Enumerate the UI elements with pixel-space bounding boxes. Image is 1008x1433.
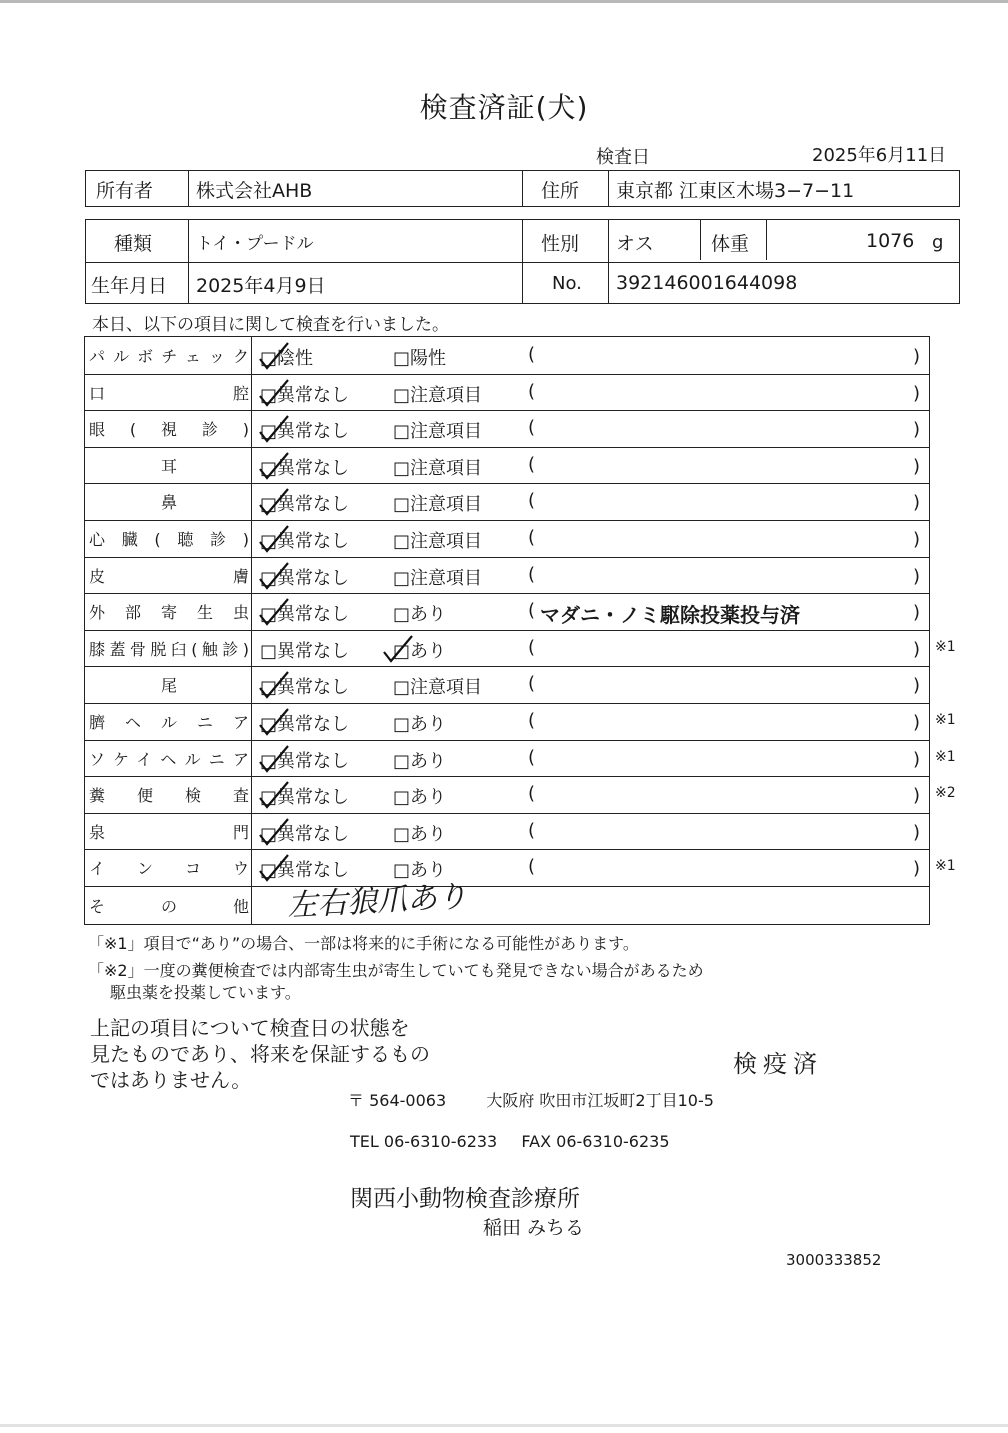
- checklist-row: [85, 813, 929, 850]
- exam-date-label: 検査日: [596, 147, 650, 168]
- birth-date: 2025年4月9日: [196, 275, 326, 297]
- option-normal: □異常なし: [260, 750, 350, 772]
- document-title: 検査済証(犬): [419, 91, 589, 124]
- animal-box: [85, 219, 960, 304]
- checklist-row: [85, 337, 929, 374]
- checklist-row: [85, 483, 929, 520]
- checklist-item-label: 眼(視診): [89, 420, 249, 440]
- option-abnormal: □あり: [393, 787, 447, 809]
- check-mark: [257, 780, 291, 810]
- option-normal: □異常なし: [260, 714, 350, 735]
- breed: トイ・プードル: [196, 234, 314, 254]
- footnote-ref: ※1: [935, 712, 956, 728]
- checklist-item-label: ソケイヘルニア: [89, 749, 249, 769]
- option-normal: □異常なし: [260, 567, 350, 589]
- remark-text: マダニ・ノミ駆除投薬投与済: [540, 603, 800, 628]
- check-mark: [257, 853, 291, 883]
- remark-open-paren: (: [528, 600, 536, 622]
- remark-open-paren: (: [528, 417, 536, 439]
- checklist-item-label: インコウ: [89, 859, 249, 879]
- owner-box: [85, 170, 960, 207]
- sex-label: 性別: [541, 233, 580, 255]
- address-label: 住所: [541, 180, 580, 202]
- footnote-1: 「※1」項目で“あり”の場合、一部は将来的に手術になる可能性があります。: [88, 934, 639, 953]
- footnote-ref: ※1: [935, 638, 956, 655]
- option-normal: □異常なし: [260, 860, 350, 882]
- footnote-ref: ※1: [935, 748, 956, 765]
- checklist-item-label: 皮膚: [89, 566, 249, 586]
- checklist-item-label: 口腔: [89, 383, 249, 403]
- option-abnormal: □あり: [393, 823, 447, 845]
- remark-open-paren: (: [528, 453, 536, 475]
- weight-label: 体重: [711, 233, 750, 255]
- checklist-item-label: 臍ヘルニア: [89, 713, 249, 732]
- remark-open-paren: (: [528, 490, 536, 512]
- remark-open-paren: (: [528, 783, 536, 805]
- other-handwritten-note: 左右狼爪あり: [286, 879, 468, 924]
- remark-close-paren: ): [913, 529, 921, 550]
- option-abnormal: □注意項目: [393, 567, 483, 589]
- check-mark: [257, 341, 291, 371]
- check-mark: [381, 634, 415, 664]
- remark-open-paren: (: [528, 710, 536, 731]
- other-label: その他: [89, 897, 249, 916]
- weight-unit: g: [932, 232, 944, 253]
- check-mark: [257, 414, 291, 444]
- document-number: 3000333852: [786, 1251, 882, 1269]
- check-mark: [257, 670, 291, 700]
- birth-label: 生年月日: [91, 275, 168, 297]
- checklist-item-label: 外部寄生虫: [89, 603, 249, 623]
- option-normal: □異常なし: [260, 421, 350, 443]
- remark-close-paren: ): [913, 638, 921, 660]
- telephone: TEL 06-6310-6233: [350, 1132, 498, 1151]
- remark-close-paren: ): [913, 382, 921, 404]
- checklist-item-label: 泉門: [89, 822, 249, 842]
- checklist-row: [85, 630, 929, 667]
- remark-open-paren: (: [528, 673, 536, 695]
- option-abnormal: □あり: [393, 604, 447, 626]
- option-normal: □異常なし: [260, 457, 350, 479]
- breed-label: 種類: [114, 233, 153, 255]
- postal-code: 〒 564-0063: [348, 1091, 447, 1110]
- clinic-name: 関西小動物検査診療所: [350, 1186, 580, 1212]
- owner-label: 所有者: [96, 180, 154, 202]
- option-normal: □異常なし: [260, 604, 350, 626]
- checklist-row: [85, 849, 929, 886]
- owner-name: 株式会社AHB: [196, 180, 313, 202]
- option-abnormal: □陽性: [393, 348, 447, 369]
- check-mark: [257, 561, 291, 591]
- remark-open-paren: (: [528, 636, 536, 658]
- footnote-ref: ※1: [935, 858, 956, 875]
- remark-close-paren: ): [913, 821, 921, 843]
- intro-text: 本日、以下の項目に関して検査を行いました。: [92, 315, 449, 335]
- fax: FAX 06-6310-6235: [521, 1132, 670, 1151]
- checklist-item-label: 耳: [160, 456, 177, 476]
- checklist-item-label: 心臓(聴診): [89, 530, 249, 549]
- checklist-table: [84, 336, 930, 925]
- microchip-label: No.: [552, 273, 582, 294]
- check-mark: [257, 487, 291, 517]
- checklist-row: [85, 593, 929, 630]
- option-abnormal: □注意項目: [393, 384, 483, 406]
- remark-close-paren: ): [913, 346, 921, 367]
- option-abnormal: □注意項目: [393, 677, 483, 699]
- option-normal: □異常なし: [260, 384, 350, 406]
- street-address: 大阪府 吹田市江坂町2丁目10-5: [486, 1091, 714, 1110]
- remark-close-paren: ): [913, 675, 921, 697]
- remark-open-paren: (: [528, 380, 536, 402]
- checklist-row: [85, 557, 929, 594]
- remark-close-paren: ): [913, 858, 921, 880]
- option-abnormal: □注意項目: [393, 494, 483, 516]
- remark-open-paren: (: [528, 819, 536, 841]
- option-abnormal: □あり: [393, 750, 447, 772]
- checklist-row: [85, 703, 929, 740]
- footnote-2-continued: 駆虫薬を投薬しています。: [110, 983, 301, 1002]
- option-abnormal: □注意項目: [393, 531, 483, 552]
- option-normal: □異常なし: [260, 531, 350, 552]
- scan-top-edge: [0, 0, 1008, 3]
- remark-close-paren: ): [913, 565, 921, 587]
- clinic-address: [348, 1088, 714, 1111]
- exam-date: 2025年6月11日: [812, 145, 947, 166]
- check-mark: [257, 707, 291, 737]
- checklist-row: [85, 740, 929, 777]
- checklist-row: [85, 374, 929, 411]
- remark-open-paren: (: [528, 856, 536, 878]
- checklist-item-label: 糞便検査: [89, 786, 249, 806]
- checklist-item-label: 尾: [160, 676, 177, 696]
- clinic-contact: [350, 1132, 670, 1151]
- footnote-2: 「※2」一度の糞便検査では内部寄生虫が寄生していても発見できない場合があるため: [88, 961, 704, 980]
- option-normal: □異常なし: [260, 787, 350, 809]
- option-abnormal: □注意項目: [393, 457, 483, 479]
- checklist-row: [85, 447, 929, 484]
- remark-close-paren: ): [913, 419, 921, 441]
- option-abnormal: □あり: [393, 860, 447, 882]
- microchip-number: 392146001644098: [616, 272, 798, 294]
- option-abnormal: □注意項目: [393, 421, 483, 443]
- disclaimer-line-2: 見たものであり、将来を保証するもの: [90, 1042, 430, 1066]
- scan-bottom-edge: [0, 1424, 1008, 1427]
- check-mark: [257, 597, 291, 627]
- checklist-row: [85, 776, 929, 813]
- footnote-ref: ※2: [935, 785, 956, 802]
- checklist-item-label: パルボチェック: [89, 347, 249, 366]
- option-normal: □異常なし: [260, 823, 350, 845]
- checklist-item-label: 膝蓋骨脱臼(触診): [89, 639, 249, 659]
- checklist-row: [85, 410, 929, 447]
- veterinarian-name: 稲田 みちる: [483, 1217, 585, 1239]
- check-mark: [257, 451, 291, 481]
- remark-close-paren: ): [913, 602, 921, 624]
- remark-open-paren: (: [528, 746, 536, 768]
- remark-open-paren: (: [528, 527, 536, 548]
- remark-close-paren: ): [913, 492, 921, 514]
- option-normal: □異常なし: [260, 494, 350, 516]
- option-normal: □陰性: [260, 348, 314, 369]
- option-abnormal: □あり: [393, 640, 447, 662]
- disclaimer-line-3: ではありません。: [90, 1068, 252, 1092]
- remark-close-paren: ): [913, 455, 921, 477]
- remark-close-paren: ): [913, 785, 921, 807]
- checklist-row: [85, 666, 929, 703]
- check-mark: [257, 378, 291, 408]
- remark-open-paren: (: [528, 344, 536, 365]
- option-normal: □異常なし: [260, 640, 350, 662]
- quarantine-stamp: 検疫済: [733, 1050, 823, 1078]
- sex: オス: [616, 233, 654, 255]
- check-mark: [257, 524, 291, 554]
- checklist-item-label: 鼻: [160, 493, 177, 513]
- remark-close-paren: ): [913, 712, 921, 733]
- check-mark: [257, 817, 291, 847]
- option-abnormal: □あり: [393, 714, 447, 735]
- check-mark: [257, 744, 291, 774]
- option-normal: □異常なし: [260, 677, 350, 699]
- disclaimer-line-1: 上記の項目について検査日の状態を: [90, 1016, 410, 1040]
- weight: 1076: [866, 230, 915, 252]
- remark-open-paren: (: [528, 563, 536, 585]
- remark-close-paren: ): [913, 748, 921, 770]
- checklist-row: [85, 520, 929, 557]
- owner-address: 東京都 江東区木場3−7−11: [616, 180, 855, 202]
